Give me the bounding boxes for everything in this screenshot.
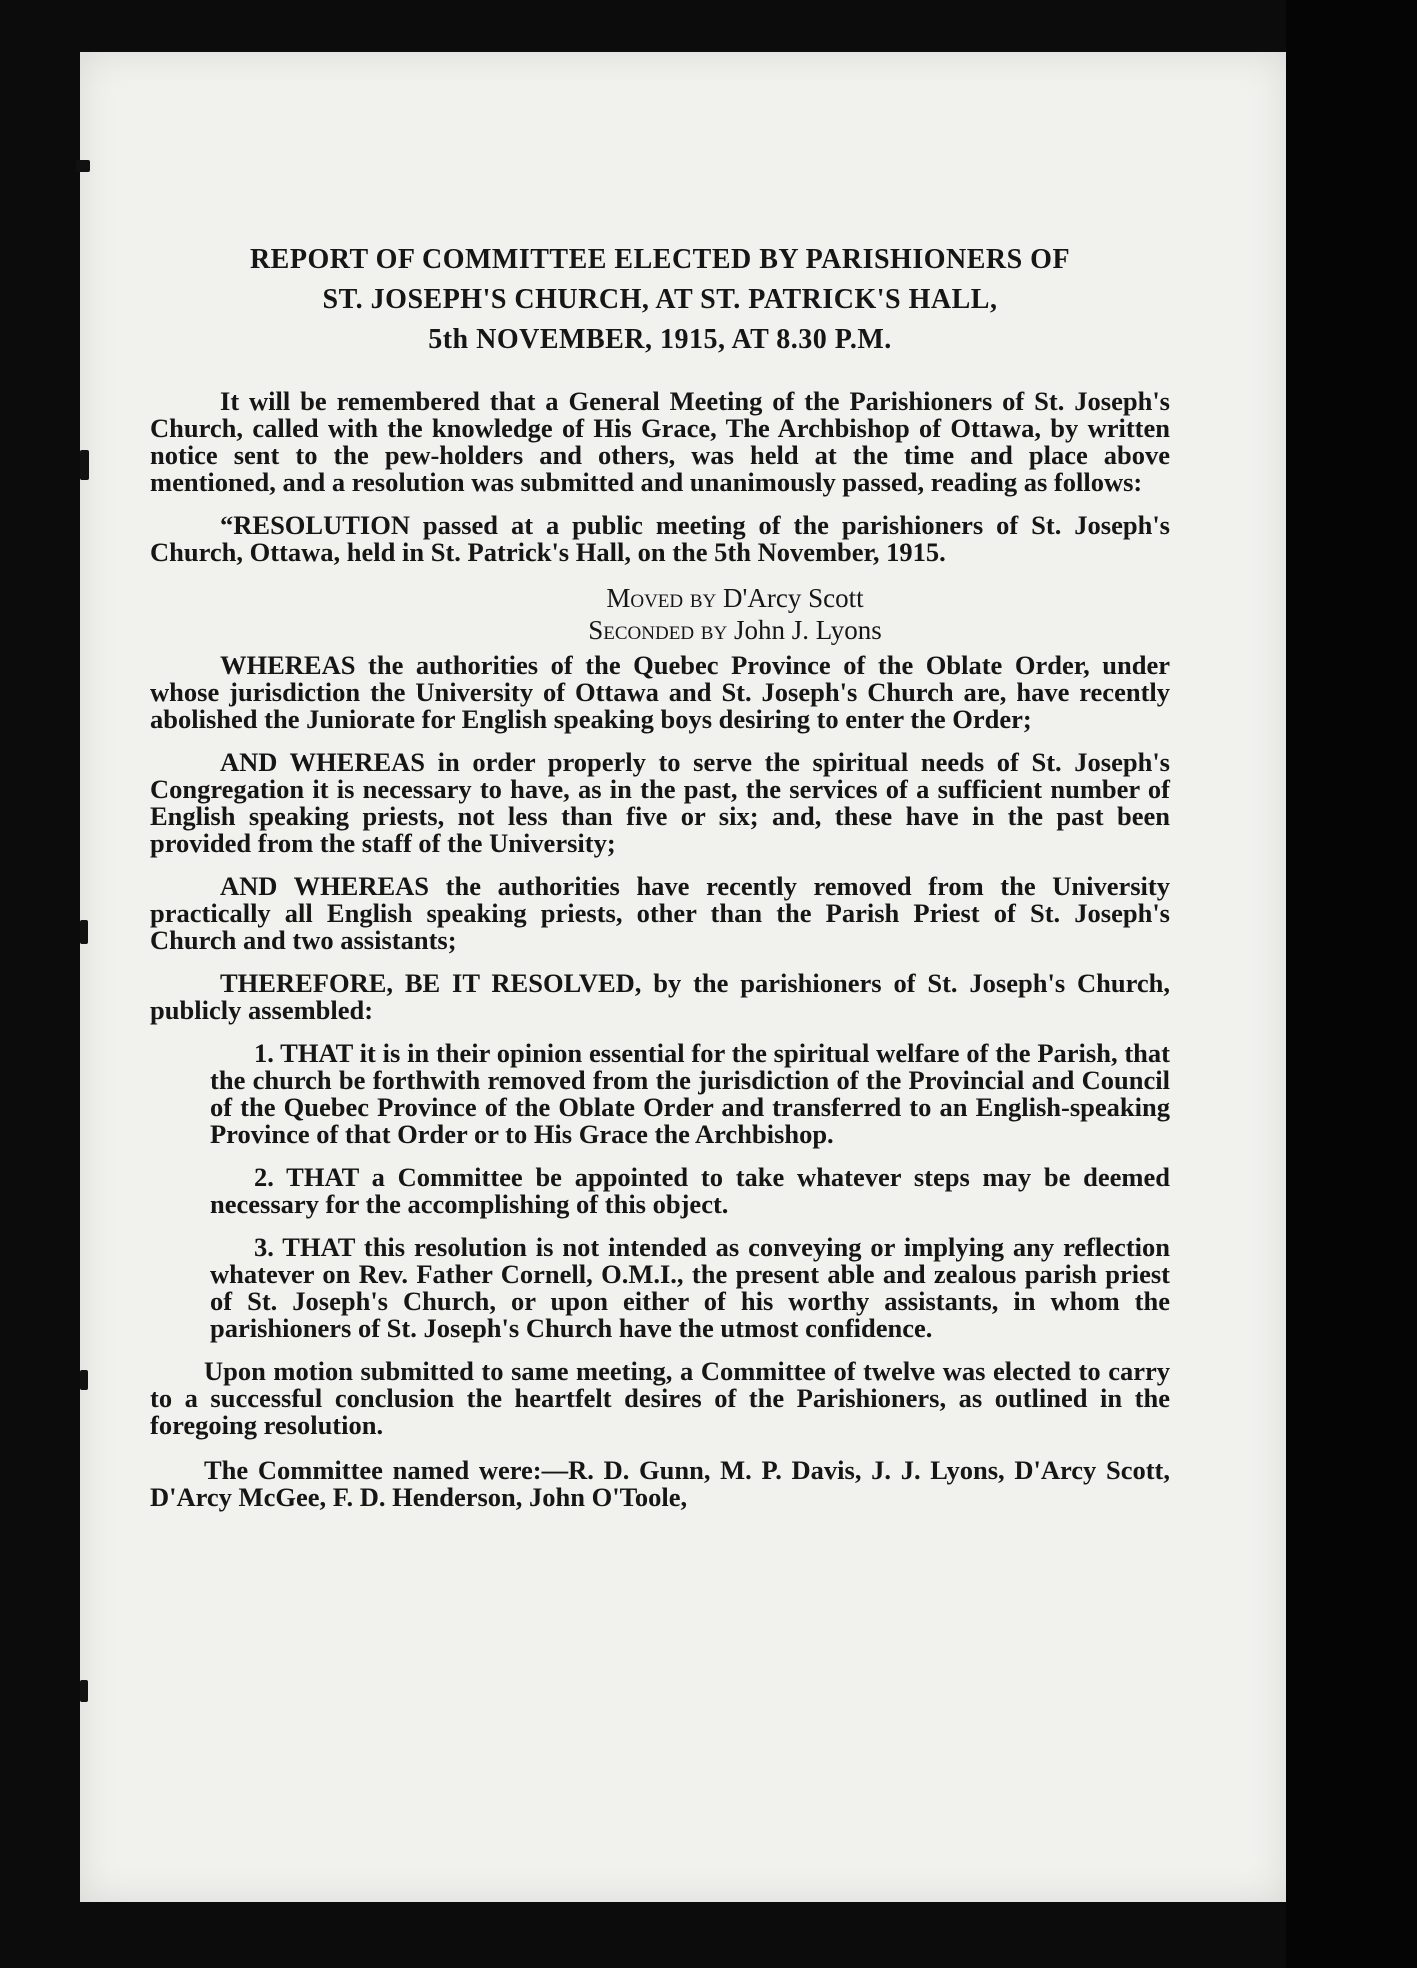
intro-paragraph: It will be remembered that a General Meeting of the Parishioners of St. Joseph's Church, called with the knowledge of His Grace, The Archbishop of Ottawa, by written notice sent to the pew-holders and others, was held at the time and place above mentioned, and a resolution was submitted and unanimously passed, reading as follows:: [150, 386, 1170, 497]
document-body: [150, 240, 1170, 1529]
whereas-paragraph: WHEREAS the authorities of the Quebec Province of the Oblate Order, under whose jurisdiction the University of Ottawa and St. Joseph's Church are, have recently abolished the Juniorate for English speaking boys desiring to enter the Order;: [150, 650, 1170, 734]
seconded-line: [150, 614, 1170, 646]
resolved-item: 2. THAT a Committee be appointed to take whatever steps may be deemed necessary for the accomplishing of this object.: [210, 1162, 1170, 1219]
binding-mark: [80, 1370, 88, 1390]
binding-mark: [80, 450, 89, 480]
binding-mark: [76, 160, 90, 172]
seconded-name: John J. Lyons: [733, 615, 882, 645]
title-line-2: ST. JOSEPH'S CHURCH, AT ST. PATRICK'S HALL,: [322, 284, 998, 315]
resolved-item: 3. THAT this resolution is not intended as conveying or implying any reflection whatever on Rev. Father Cornell, O.M.I., the present able and zealous parish priest of St. Joseph's Church, or upon either of his worthy assistants, in whom the parishioners of St. Joseph's Church have the utmost confidence.: [210, 1232, 1170, 1343]
therefore-paragraph: THEREFORE, BE IT RESOLVED, by the parishioners of St. Joseph's Church, publicly assembled:: [150, 968, 1170, 1025]
document-title: [150, 240, 1170, 360]
binding-mark: [80, 920, 88, 944]
whereas-paragraph: AND WHEREAS the authorities have recently removed from the University practically all English speaking priests, other than the Parish Priest of St. Joseph's Church and two assistants;: [150, 871, 1170, 955]
mover-block: [150, 582, 1170, 646]
closing-paragraph: Upon motion submitted to same meeting, a Committee of twelve was elected to carry to a successful conclusion the heartfelt desires of the Parishioners, as outlined in the foregoing resolution.: [150, 1356, 1170, 1440]
moved-line: [150, 582, 1170, 614]
committee-names: The Committee named were:—R. D. Gunn, M. P. Davis, J. J. Lyons, D'Arcy Scott, D'Arcy McGee, F. D. Henderson, John O'Toole,: [150, 1455, 1170, 1512]
seconded-label: Seconded by: [588, 615, 728, 645]
scan-margin: [1286, 0, 1417, 1968]
resolution-heading: “RESOLUTION passed at a public meeting of the parishioners of St. Joseph's Church, Ottawa, held in St. Patrick's Hall, on the 5th November, 1915.: [150, 510, 1170, 567]
moved-name: D'Arcy Scott: [723, 583, 864, 613]
binding-mark: [80, 1680, 88, 1702]
resolved-list: [150, 1040, 1170, 1342]
title-line-3: 5th NOVEMBER, 1915, AT 8.30 P.M.: [428, 324, 892, 355]
moved-label: Moved by: [606, 583, 717, 613]
whereas-paragraph: AND WHEREAS in order properly to serve the spiritual needs of St. Joseph's Congregation it is necessary to have, as in the past, the services of a sufficient number of English speaking priests, not less than five or six; and, these have in the past been provided from the staff of the University;: [150, 747, 1170, 858]
title-line-1: REPORT OF COMMITTEE ELECTED BY PARISHIONERS OF: [249, 244, 1071, 275]
resolved-item: 1. THAT it is in their opinion essential for the spiritual welfare of the Parish, that the church be forthwith removed from the jurisdiction of the Provincial and Council of the Quebec Province of the Oblate Order and transferred to an English-speaking Province of that Order or to His Grace the Archbishop.: [210, 1038, 1170, 1149]
